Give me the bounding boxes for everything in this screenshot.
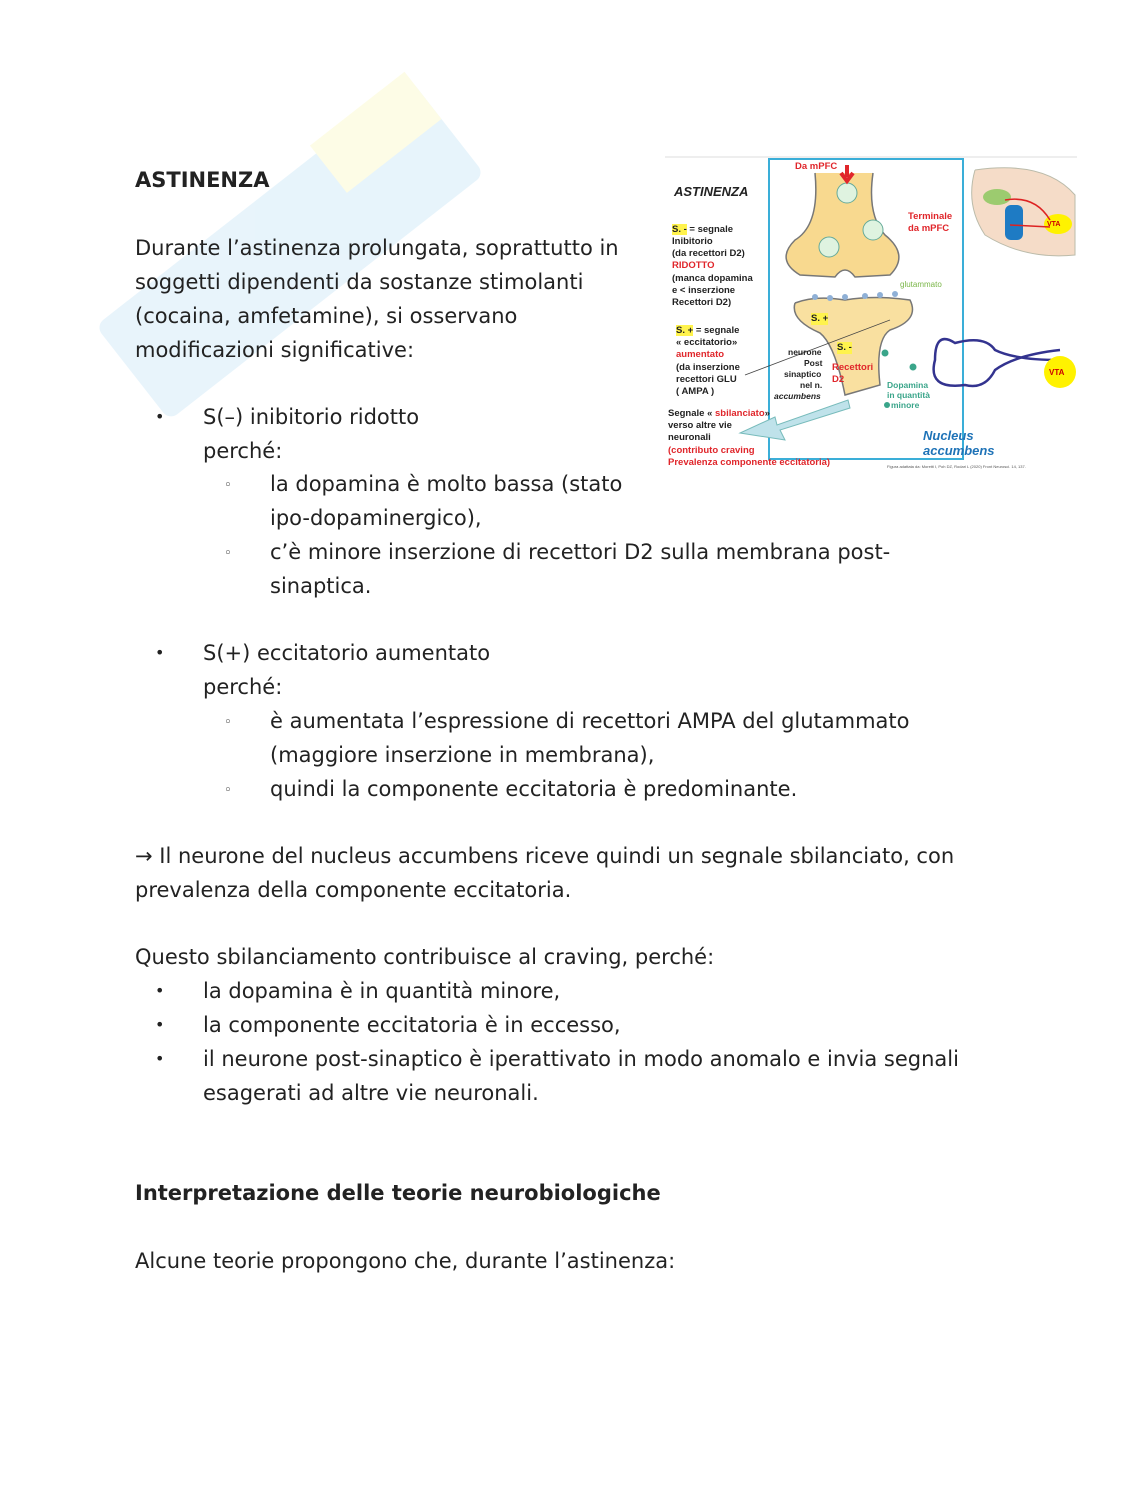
bullet-dot: •	[155, 1049, 165, 1068]
bullet-dot: •	[155, 643, 165, 662]
sub-bullet: ◦	[224, 715, 232, 730]
sub-bullet: ◦	[224, 546, 232, 561]
arrow-down-icon	[841, 165, 853, 181]
final-paragraph: Alcune teorie propongono che, durante l’astinenza:	[135, 1249, 676, 1273]
section-heading: ASTINENZA	[135, 168, 270, 192]
signal-arrow	[740, 400, 850, 440]
section-heading-2: Interpretazione delle teorie neurobiologiche	[135, 1181, 661, 1205]
bullet-dot: •	[155, 1015, 165, 1034]
sub-bullet: ◦	[224, 478, 232, 493]
bullet-dot: •	[155, 981, 165, 1000]
brain-illustration	[972, 168, 1075, 256]
synapse-figure: ASTINENZA Da mPFC Terminale da mPFC S. - = segnale Inibitorio (da recettori D2) RIDOTTO (manca dopamina e < inserzione Recettori D2) S. + = segnale « eccitatorio» aumentato (da inserzione recettori GLU ( AMPA ) glutammato S. + S. - neurone Post sinaptico nel n. accumbens Recettori D2 Dopamina in quantità minore VTA VTA Segnale « sbilanciato» verso altre vie neuronali (contributo craving Prevalenza componente eccitatoria) Nucleus accumbens Figura adattata da: Moretti I, Poh DZ, Rodari L (2020) Front Neurosci. 14, 137.	[665, 155, 1077, 470]
vta-projection	[934, 339, 1060, 386]
bullet-dot: •	[155, 407, 165, 426]
sub-bullet: ◦	[224, 783, 232, 798]
